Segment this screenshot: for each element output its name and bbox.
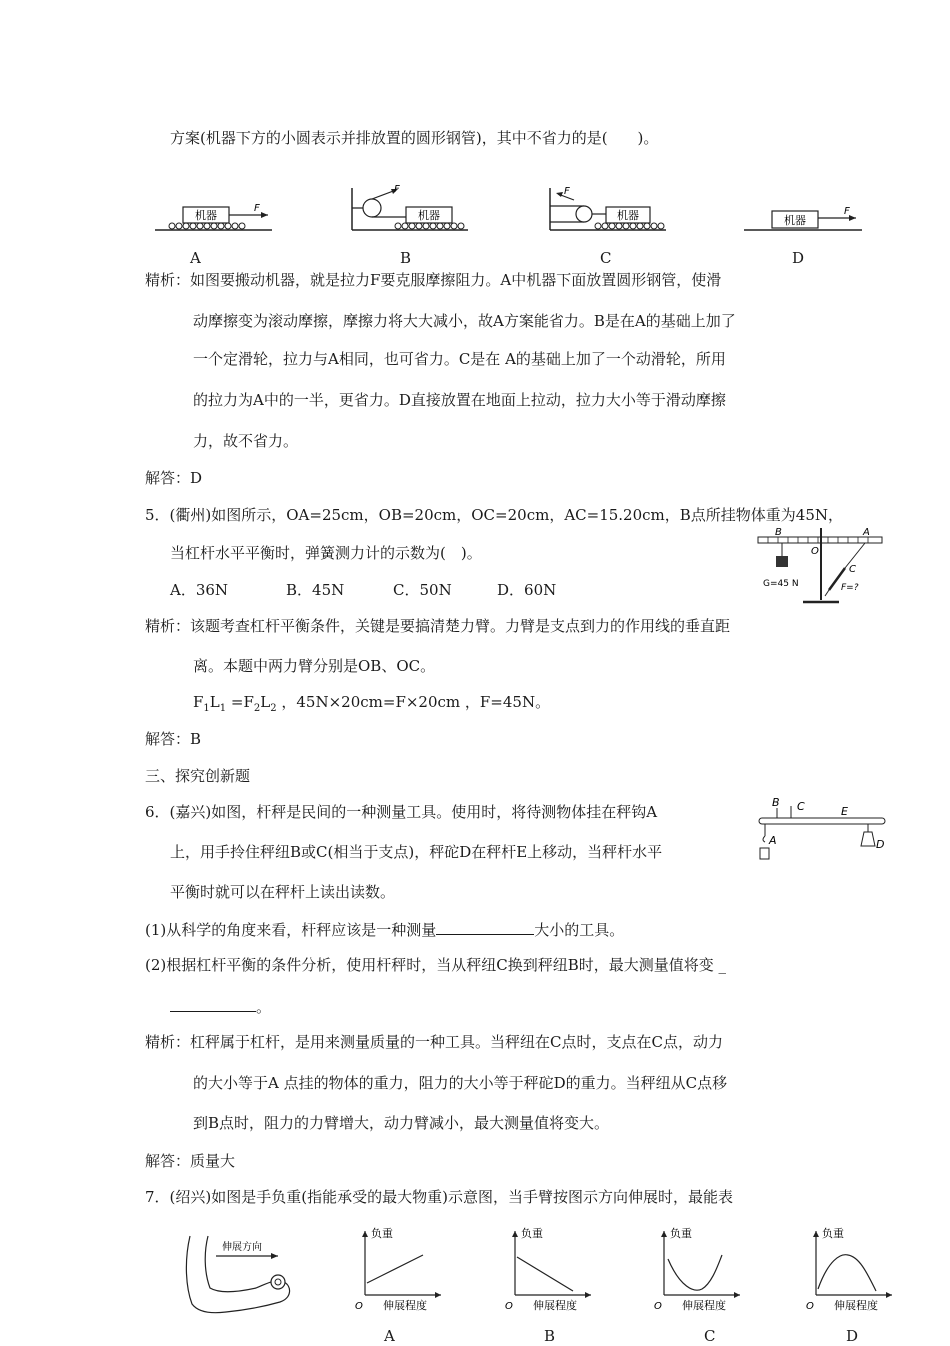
- q6-stem-line-2: 上，用手拎住秤纽B或C(相当于支点)，秤砣D在秤杆E上移动，当秤杆水平: [170, 843, 663, 861]
- q7-label-d: D: [846, 1327, 859, 1345]
- q4-label-a: A: [190, 249, 201, 267]
- q4-label-d: D: [792, 249, 805, 267]
- q6-analysis-line-1: 精析：杠秤属于杠杆，是用来测量质量的一种工具。当秤纽在C点时，支点在C点，动力: [145, 1033, 723, 1051]
- svg-text:F: F: [394, 184, 400, 195]
- svg-text:机器: 机器: [617, 209, 639, 222]
- q6-steelyard-figure: [755, 796, 890, 872]
- q6-label-b: B: [772, 796, 780, 809]
- q5-analysis-line-2: 离。本题中两力臂分别是OB、OC。: [193, 657, 436, 675]
- q7-graph-d: [806, 1225, 896, 1319]
- svg-text:机器: 机器: [418, 209, 440, 222]
- q7-graph-c: [654, 1225, 744, 1319]
- q6-label-a: A: [769, 834, 777, 847]
- q5-label-b: B: [775, 527, 782, 538]
- q4-analysis-line-5: 力，故不省力。: [193, 432, 299, 450]
- svg-text:负重: 负重: [371, 1227, 393, 1240]
- svg-text:F: F: [254, 203, 260, 214]
- svg-text:O: O: [806, 1301, 814, 1312]
- svg-text:伸展程度: 伸展程度: [383, 1299, 427, 1312]
- q6-label-e: E: [841, 805, 848, 818]
- q4-figure-c: [544, 180, 674, 240]
- svg-text:O: O: [505, 1301, 513, 1312]
- q4-analysis-line-3: 一个定滑轮，拉力与A相同，也可省力。C是在 A的基础上加了一个动滑轮，所用: [193, 350, 726, 368]
- q7-graph-b: [505, 1225, 595, 1319]
- q5-answer: 解答：B: [145, 730, 202, 748]
- svg-text:负重: 负重: [521, 1227, 543, 1240]
- q5-label-f: F=?: [841, 583, 859, 593]
- q4-stem-tail: 方案(机器下方的小圆表示并排放置的圆形钢管)，其中不省力的是( )。: [170, 129, 659, 147]
- svg-text:F: F: [564, 186, 570, 197]
- svg-text:O: O: [654, 1301, 662, 1312]
- q4-analysis-line-4: 的拉力为A中的一半，更省力。D直接放置在地面上拉动，拉力大小等于滑动摩擦: [193, 391, 726, 409]
- q5-label-o: O: [811, 546, 819, 557]
- q5-label-c: C: [849, 564, 856, 575]
- q4-analysis-line-1: 精析：如图要搬动机器，就是拉力F要克服摩擦阻力。A中机器下面放置圆形钢管，使滑: [145, 271, 722, 289]
- q6-stem-line-3: 平衡时就可以在秤杆上读出读数。: [170, 883, 396, 901]
- svg-text:伸展程度: 伸展程度: [834, 1299, 878, 1312]
- svg-text:负重: 负重: [670, 1227, 692, 1240]
- svg-text:F: F: [844, 206, 850, 217]
- q6-answer: 解答：质量大: [145, 1152, 236, 1170]
- svg-text:伸展程度: 伸展程度: [682, 1299, 726, 1312]
- q7-label-c: C: [704, 1327, 716, 1345]
- q6-sub2-continued: 。: [170, 995, 271, 1017]
- q4-analysis-line-2: 动摩擦变为滚动摩擦，摩擦力将大大减小，故A方案能省力。B是在A的基础上加了: [193, 312, 736, 330]
- q5-formula: $F_1L_1 =F_2L_2$ ，45N×20cm=F×20cm ，F=45N。: [193, 693, 551, 714]
- q6-sub1: (1)从科学的角度来看，杆秤应该是一种测量 大小的工具。: [145, 918, 624, 940]
- q6-sub1-blank[interactable]: [436, 918, 534, 935]
- q5-label-g: G=45 N: [763, 579, 799, 589]
- q4-answer: 解答：D: [145, 469, 203, 487]
- q6-analysis-line-2: 的大小等于A 点挂的物体的重力，阻力的大小等于秤砣D的重力。当秤纽从C点移: [193, 1074, 728, 1092]
- q4-figure-d: [740, 180, 870, 240]
- q4-label-b: B: [400, 249, 412, 267]
- q4-label-c: C: [600, 249, 612, 267]
- q7-label-a: A: [384, 1327, 395, 1345]
- q5-lever-figure: [755, 524, 890, 612]
- q5-option-d: D．60N: [497, 581, 557, 599]
- q6-label-d: D: [876, 838, 885, 851]
- q6-sub2-blank[interactable]: [170, 995, 256, 1012]
- q7-arm-figure: [180, 1232, 300, 1320]
- q5-stem-line-1: 5．(衢州)如图所示，OA=25cm，OB=20cm，OC=20cm，AC=15.20cm，B点所挂物体重为45N，: [145, 506, 843, 524]
- q6-stem-line-1: 6．(嘉兴)如图，杆秤是民间的一种测量工具。使用时，将待测物体挂在秤钩A: [145, 803, 658, 821]
- q5-option-b: B．45N: [286, 581, 345, 599]
- q6-sub2: (2)根据杠杆平衡的条件分析，使用杆秤时，当从秤纽C换到秤纽B时，最大测量值将变 _: [145, 956, 727, 974]
- svg-text:伸展程度: 伸展程度: [533, 1299, 577, 1312]
- section-3-heading: 三、探究创新题: [145, 767, 251, 785]
- svg-text:负重: 负重: [822, 1227, 844, 1240]
- q5-option-a: A．36N: [170, 581, 229, 599]
- q5-stem-line-2: 当杠杆水平平衡时，弹簧测力计的示数为( )。: [170, 544, 482, 562]
- machine-label: 机器: [195, 209, 217, 222]
- svg-text:机器: 机器: [784, 214, 806, 227]
- q6-analysis-line-3: 到B点时，阻力的力臂增大，动力臂减小，最大测量值将变大。: [193, 1114, 610, 1132]
- q5-analysis-line-1: 精析：该题考查杠杆平衡条件，关键是要搞清楚力臂。力臂是支点到力的作用线的垂直距: [145, 617, 731, 635]
- q6-label-c: C: [797, 800, 805, 813]
- q4-figure-b: [346, 180, 476, 240]
- q7-graph-a: [355, 1225, 445, 1319]
- q4-figure-a: [150, 180, 280, 240]
- svg-text:O: O: [355, 1301, 363, 1312]
- q7-stem: 7．(绍兴)如图是手负重(指能承受的最大物重)示意图，当手臂按图示方向伸展时，最能表: [145, 1188, 733, 1206]
- q7-arm-direction-label: 伸展方向: [222, 1242, 262, 1253]
- q5-option-c: C．50N: [393, 581, 452, 599]
- q5-label-a: A: [863, 527, 870, 538]
- q7-label-b: B: [544, 1327, 556, 1345]
